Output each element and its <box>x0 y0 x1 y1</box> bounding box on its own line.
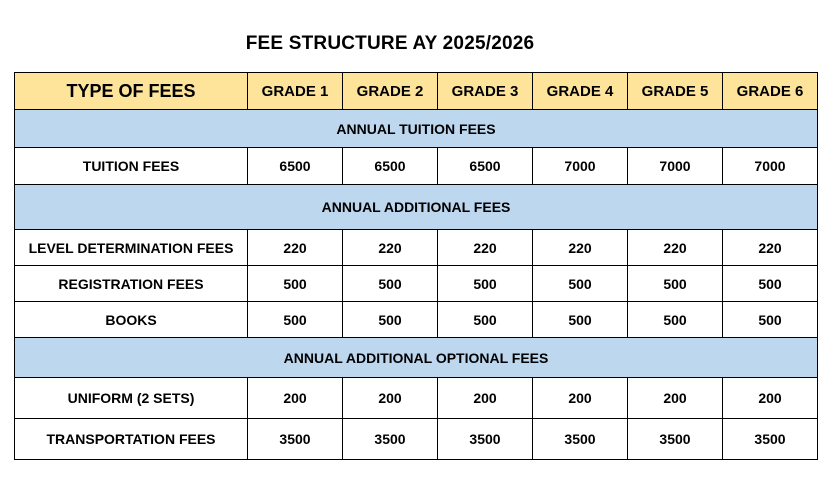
fee-value-cell: 500 <box>248 266 343 302</box>
fee-value-cell: 500 <box>533 302 628 338</box>
grade-3-header: GRADE 3 <box>438 73 533 110</box>
fee-value-cell: 500 <box>343 302 438 338</box>
fee-value-cell: 220 <box>248 230 343 266</box>
fee-value-cell: 220 <box>723 230 818 266</box>
fee-value-cell: 3500 <box>723 419 818 460</box>
fee-name-cell: LEVEL DETERMINATION FEES <box>15 230 248 266</box>
fee-name-cell: TUITION FEES <box>15 148 248 185</box>
fee-name-cell: UNIFORM (2 SETS) <box>15 378 248 419</box>
fee-value-cell: 7000 <box>723 148 818 185</box>
fee-value-cell: 500 <box>628 302 723 338</box>
table-header-row <box>15 73 818 110</box>
section-row-optional <box>15 338 818 378</box>
fee-value-cell: 200 <box>248 378 343 419</box>
fee-value-cell: 3500 <box>533 419 628 460</box>
section-row-tuition <box>15 110 818 148</box>
fee-value-cell: 500 <box>723 266 818 302</box>
fee-name-cell: TRANSPORTATION FEES <box>15 419 248 460</box>
fee-value-cell: 6500 <box>343 148 438 185</box>
fee-value-cell: 220 <box>628 230 723 266</box>
type-of-fees-header: TYPE OF FEES <box>15 73 248 110</box>
fee-value-cell: 500 <box>343 266 438 302</box>
page-title: FEE STRUCTURE AY 2025/2026 <box>245 33 535 54</box>
fee-value-cell: 7000 <box>533 148 628 185</box>
section-label: ANNUAL ADDITIONAL FEES <box>15 185 818 230</box>
table-row <box>15 266 818 302</box>
fee-value-cell: 200 <box>343 378 438 419</box>
table-row <box>15 302 818 338</box>
fee-value-cell: 3500 <box>628 419 723 460</box>
fee-value-cell: 3500 <box>343 419 438 460</box>
section-row-additional <box>15 185 818 230</box>
grade-1-header: GRADE 1 <box>248 73 343 110</box>
fee-value-cell: 500 <box>533 266 628 302</box>
fee-value-cell: 3500 <box>438 419 533 460</box>
fee-name-cell: REGISTRATION FEES <box>15 266 248 302</box>
fee-value-cell: 220 <box>343 230 438 266</box>
grade-4-header: GRADE 4 <box>533 73 628 110</box>
fee-value-cell: 200 <box>533 378 628 419</box>
fee-value-cell: 500 <box>628 266 723 302</box>
fee-value-cell: 500 <box>248 302 343 338</box>
fee-value-cell: 200 <box>723 378 818 419</box>
fee-value-cell: 6500 <box>438 148 533 185</box>
table-row <box>15 378 818 419</box>
grade-6-header: GRADE 6 <box>723 73 818 110</box>
fee-value-cell: 220 <box>438 230 533 266</box>
fee-value-cell: 6500 <box>248 148 343 185</box>
fee-value-cell: 500 <box>723 302 818 338</box>
fee-value-cell: 500 <box>438 266 533 302</box>
grade-5-header: GRADE 5 <box>628 73 723 110</box>
section-label: ANNUAL ADDITIONAL OPTIONAL FEES <box>15 338 818 378</box>
fee-value-cell: 500 <box>438 302 533 338</box>
fee-name-cell: BOOKS <box>15 302 248 338</box>
grade-2-header: GRADE 2 <box>343 73 438 110</box>
table-row <box>15 419 818 460</box>
fee-value-cell: 200 <box>628 378 723 419</box>
fee-value-cell: 3500 <box>248 419 343 460</box>
fee-value-cell: 220 <box>533 230 628 266</box>
table-row <box>15 148 818 185</box>
section-label: ANNUAL TUITION FEES <box>15 110 818 148</box>
fee-table <box>14 72 818 460</box>
fee-value-cell: 7000 <box>628 148 723 185</box>
table-row <box>15 230 818 266</box>
fee-value-cell: 200 <box>438 378 533 419</box>
